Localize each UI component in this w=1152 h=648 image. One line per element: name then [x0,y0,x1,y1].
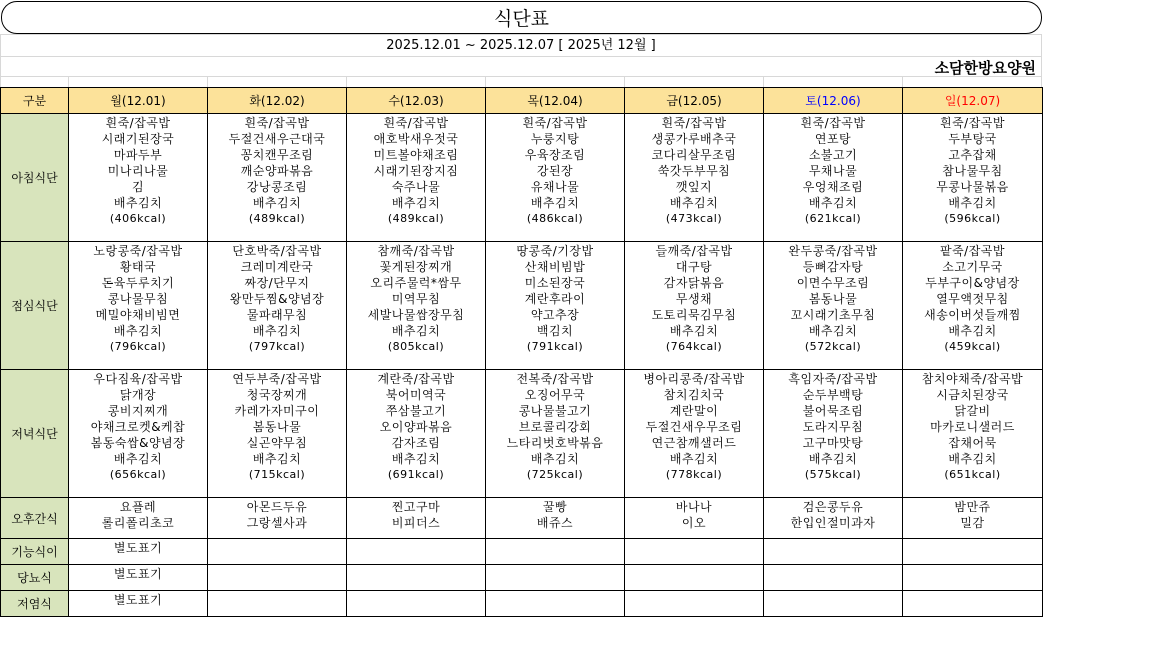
menu-item: 카레가자미구이 [234,404,320,418]
calorie-value: (797kcal) [248,340,306,353]
grid-line [346,76,347,87]
menu-item: 참치김치국 [663,388,725,402]
menu-item: 배추김치 [669,452,719,466]
empty-cell [903,591,1043,617]
special-note [69,591,208,617]
menu-item: 감자닭볶음 [663,276,725,290]
menu-item: 팥죽/잡곡밥 [939,244,1005,258]
empty-cell [625,539,764,565]
menu-item: 소불고기 [808,148,858,162]
day-header-mon: 월(12.01) [69,88,208,114]
menu-item: 닭개장 [119,388,157,402]
menu-item: 우다짐육/잡곡밥 [93,372,183,386]
menu-item: 왕만두찜&양념장 [229,292,325,306]
menu-item: 열무액젓무침 [936,292,1009,306]
menu-item: 땅콩죽/기장밥 [516,244,594,258]
menu-item: 두절건새우근대국 [228,132,326,146]
calorie-value: (473kcal) [665,212,723,225]
menu-item: 불어묵조림 [802,404,864,418]
menu-item: 배추김치 [669,196,719,210]
menu-item: 무생채 [675,292,713,306]
menu-item: 약고추장 [530,308,580,322]
menu-item: 밤만쥬 [954,500,991,514]
menu-item: 배추김치 [808,452,858,466]
calorie-value: (778kcal) [665,468,723,481]
menu-item: 배추김치 [530,196,580,210]
menu-item: 오이양파볶음 [379,420,453,434]
menu-item: 크레미계란국 [240,260,314,274]
menu-cell [486,242,625,370]
menu-item: 깻잎지 [675,180,713,194]
menu-item: 배추김치 [113,324,163,338]
menu-item: 계란말이 [669,404,719,418]
snack-row [1,498,1043,539]
calorie-value: (725kcal) [526,468,584,481]
calorie-value: (691kcal) [387,468,445,481]
menu-cell [764,370,903,498]
menu-item: 소고기무국 [942,260,1003,274]
special-note [69,565,208,591]
menu-item: 검은콩두유 [802,500,864,514]
menu-item: 황태국 [119,260,157,274]
menu-item: 바나나 [675,500,713,514]
grid-line [68,76,69,87]
menu-item: 배추김치 [948,452,997,466]
menu-item: 도토리묵김무침 [651,308,737,322]
menu-item: 청국장찌개 [246,388,308,402]
menu-item: 미소된장국 [524,276,586,290]
menu-item: 완두콩죽/잡곡밥 [788,244,878,258]
menu-cell [347,242,486,370]
empty-cell [208,591,347,617]
calorie-value: (656kcal) [109,468,167,481]
day-header-wed: 수(12.03) [347,88,486,114]
calorie-value: (805kcal) [387,340,445,353]
menu-item: 배추김치 [113,196,163,210]
day-header-sat: 토(12.06) [764,88,903,114]
menu-item: 배추김치 [530,452,580,466]
menu-item: 유채나물 [530,180,580,194]
calorie-value: (764kcal) [665,340,723,353]
menu-cell [625,498,764,539]
calorie-value: (575kcal) [804,468,862,481]
menu-item: 아몬드두유 [246,500,308,514]
menu-item: 계란후라이 [524,292,586,306]
menu-item: 북어미역국 [385,388,447,402]
empty-cell [486,539,625,565]
menu-item: 도라지무침 [802,420,864,434]
breakfast-row [1,114,1043,242]
menu-item: 밀감 [960,516,985,530]
empty-cell [208,539,347,565]
menu-item: 마카로니샐러드 [930,420,1015,434]
row-label-lunch: 점심식단 [1,242,69,370]
page-title: 식단표 [1,1,1042,34]
day-header-thu: 목(12.04) [486,88,625,114]
menu-item: 누룽지탕 [530,132,580,146]
menu-item: 전복죽/잡곡밥 [516,372,594,386]
menu-cell [69,498,208,539]
day-header-sun: 일(12.07) [903,88,1043,114]
menu-item: 흰죽/잡곡밥 [522,116,588,130]
menu-item: 꼬시래기초무침 [790,308,876,322]
header-row [1,88,1043,114]
menu-item: 백김치 [536,324,574,338]
menu-item: 흰죽/잡곡밥 [661,116,727,130]
menu-item: 미역무침 [391,292,441,306]
grid-line [1041,34,1042,87]
menu-cell [486,114,625,242]
menu-item: 순두부백탕 [802,388,864,402]
menu-item: 콩나물불고기 [518,404,592,418]
menu-item: 등뼈감자탕 [802,260,864,274]
menu-item: 잡채어묵 [948,436,997,450]
menu-item: 한입인절미과자 [790,516,876,530]
menu-item: 봄동숙쌈&양념장 [90,436,186,450]
menu-item: 오리주물럭*쌈무 [370,276,462,290]
menu-item: 무채나물 [808,164,858,178]
calorie-value: (791kcal) [526,340,584,353]
empty-cell [208,565,347,591]
menu-item: 참나물무침 [942,164,1003,178]
menu-item: 시래기된장지짐 [373,164,459,178]
special-note-text: 별도표기 [113,567,163,581]
menu-cell [625,370,764,498]
menu-item: 배추김치 [391,324,441,338]
menu-item: 요플레 [119,500,157,514]
menu-item: 이면수무조림 [796,276,870,290]
menu-cell [486,498,625,539]
empty-cell [764,565,903,591]
menu-item: 배추김치 [113,452,163,466]
menu-item: 물파래무침 [246,308,308,322]
menu-item: 흰죽/잡곡밥 [105,116,171,130]
menu-item: 산채비빔밥 [524,260,586,274]
grid-line [0,76,1042,77]
menu-item: 흰죽/잡곡밥 [383,116,449,130]
empty-cell [625,565,764,591]
menu-item: 야채크로켓&케찹 [90,420,186,434]
empty-cell [486,565,625,591]
menu-cell [903,242,1043,370]
day-header-tue: 화(12.02) [208,88,347,114]
empty-cell [903,565,1043,591]
grid-line [0,34,1,87]
menu-cell [764,242,903,370]
menu-item: 흰죽/잡곡밥 [244,116,310,130]
menu-cell [625,242,764,370]
menu-item: 시래기된장국 [101,132,175,146]
menu-item: 미나리나물 [107,164,169,178]
menu-item: 봄동나물 [808,292,858,306]
special-row [1,565,1043,591]
calorie-value: (572kcal) [804,340,862,353]
empty-cell [347,591,486,617]
menu-cell [208,370,347,498]
empty-cell [764,539,903,565]
menu-item: 꽃게된장찌개 [379,260,453,274]
menu-item: 배추김치 [948,324,997,338]
row-label-special: 기능식이 [1,539,69,565]
menu-cell [69,370,208,498]
menu-item: 롤리폴리초코 [101,516,175,530]
menu-item: 애호박새우젓국 [373,132,459,146]
empty-cell [486,591,625,617]
lunch-row [1,242,1043,370]
menu-cell [347,114,486,242]
menu-item: 참깨죽/잡곡밥 [377,244,455,258]
menu-item: 생콩가루배추국 [651,132,737,146]
empty-cell [347,565,486,591]
special-note-text: 별도표기 [113,593,163,607]
calorie-value: (406kcal) [109,212,167,225]
menu-cell [625,114,764,242]
menu-item: 꿀빵 [542,500,568,514]
menu-item: 꽁치캔무조림 [240,148,314,162]
grid-line [0,34,1042,35]
menu-item: 두절건새우무조림 [645,420,743,434]
period-range: 2025.12.01 ~ 2025.12.07 [ 2025년 12월 ] [386,38,656,53]
menu-item: 배추김치 [252,452,302,466]
menu-item: 참치야채죽/잡곡밥 [921,372,1024,386]
menu-cell [903,370,1043,498]
menu-item: 오징어무국 [524,388,586,402]
menu-item: 흰죽/잡곡밥 [800,116,866,130]
calorie-value: (596kcal) [944,212,1001,225]
row-label-dinner: 저녁식단 [1,370,69,498]
menu-item: 흰죽/잡곡밥 [939,116,1005,130]
menu-item: 닭갈비 [954,404,991,418]
menu-item: 그랑셀사과 [246,516,308,530]
menu-item: 배추김치 [252,196,302,210]
calorie-value: (621kcal) [804,212,862,225]
menu-item: 배추김치 [252,324,302,338]
menu-item: 깨순양파볶음 [240,164,314,178]
header-label: 구분 [1,88,69,114]
empty-cell [625,591,764,617]
menu-item: 콩비지찌개 [107,404,169,418]
grid-line [763,76,764,87]
special-row [1,539,1043,565]
menu-item: 들깨죽/잡곡밥 [655,244,733,258]
calorie-value: (486kcal) [526,212,584,225]
menu-item: 돈육두루치기 [101,276,175,290]
menu-item: 찐고구마 [391,500,441,514]
menu-item: 감자조림 [391,436,441,450]
menu-item: 시금치된장국 [936,388,1009,402]
menu-item: 계란죽/잡곡밥 [377,372,455,386]
menu-item: 김 [131,180,145,194]
menu-item: 봄동나물 [252,420,302,434]
menu-cell [486,370,625,498]
menu-item: 마파두부 [113,148,163,162]
menu-item: 미트볼야채조림 [373,148,459,162]
menu-item: 배추김치 [808,324,858,338]
dinner-row [1,370,1043,498]
calorie-value: (489kcal) [387,212,445,225]
menu-item: 연두부죽/잡곡밥 [232,372,322,386]
menu-cell [903,498,1043,539]
menu-cell [903,114,1043,242]
menu-item: 새송이버섯들깨찜 [924,308,1021,322]
day-header-fri: 금(12.05) [625,88,764,114]
menu-cell [69,114,208,242]
menu-item: 두부구이&양념장 [925,276,1020,290]
menu-item: 배추김치 [669,324,719,338]
menu-cell [764,114,903,242]
menu-item: 비피더스 [391,516,441,530]
row-label-special: 저염식 [1,591,69,617]
menu-item: 숙주나물 [391,180,441,194]
menu-item: 짜장/단무지 [244,276,310,290]
calorie-value: (489kcal) [248,212,306,225]
grid-line [0,56,1042,57]
menu-item: 배추김치 [948,196,997,210]
calorie-value: (459kcal) [944,340,1001,353]
empty-cell [347,539,486,565]
menu-item: 코다리살무조림 [651,148,737,162]
menu-cell [764,498,903,539]
menu-item: 무콩나물볶음 [936,180,1009,194]
menu-item: 대구탕 [675,260,713,274]
menu-item: 배추김치 [808,196,858,210]
menu-cell [208,114,347,242]
row-label-snack: 오후간식 [1,498,69,539]
menu-item: 이오 [681,516,707,530]
menu-item: 노랑콩죽/잡곡밥 [93,244,183,258]
menu-item: 강낭콩조림 [246,180,308,194]
menu-item: 배추김치 [391,452,441,466]
menu-item: 실곤약무침 [246,436,308,450]
menu-item: 우육장조림 [524,148,586,162]
menu-item: 쑥갓두부무침 [657,164,731,178]
menu-item: 단호박죽/잡곡밥 [232,244,322,258]
menu-cell [69,242,208,370]
menu-item: 콩나물무침 [107,292,169,306]
menu-cell [208,498,347,539]
menu-item: 흑임자죽/잡곡밥 [788,372,878,386]
menu-item: 연포탕 [814,132,852,146]
special-note [69,539,208,565]
menu-item: 배추김치 [391,196,441,210]
row-label-breakfast: 아침식단 [1,114,69,242]
calorie-value: (715kcal) [248,468,306,481]
menu-item: 쭈삼불고기 [385,404,447,418]
row-label-special: 당뇨식 [1,565,69,591]
menu-item: 세발나물쌈장무침 [367,308,465,322]
menu-item: 두부탕국 [948,132,997,146]
menu-item: 브로콜리강회 [518,420,592,434]
special-note-text: 별도표기 [113,541,163,555]
calorie-value: (796kcal) [109,340,167,353]
calorie-value: (651kcal) [944,468,1001,481]
menu-item: 메밀야채비빔면 [95,308,181,322]
menu-item: 강된장 [536,164,574,178]
empty-cell [764,591,903,617]
menu-item: 고추잡채 [948,148,997,162]
menu-cell [347,498,486,539]
facility-name: 소담한방요양원 [934,59,1036,77]
menu-table [0,87,1043,617]
menu-item: 고구마맛탕 [802,436,864,450]
grid-line [624,76,625,87]
grid-line [207,76,208,87]
empty-cell [903,539,1043,565]
menu-item: 병아리콩죽/잡곡밥 [643,372,745,386]
menu-item: 우엉채조림 [802,180,864,194]
menu-item: 연근참깨샐러드 [651,436,737,450]
menu-item: 배쥬스 [536,516,574,530]
grid-line [902,76,903,87]
menu-item: 느타리벗호박볶음 [506,436,604,450]
special-row [1,591,1043,617]
menu-cell [208,242,347,370]
grid-line [485,76,486,87]
menu-cell [347,370,486,498]
